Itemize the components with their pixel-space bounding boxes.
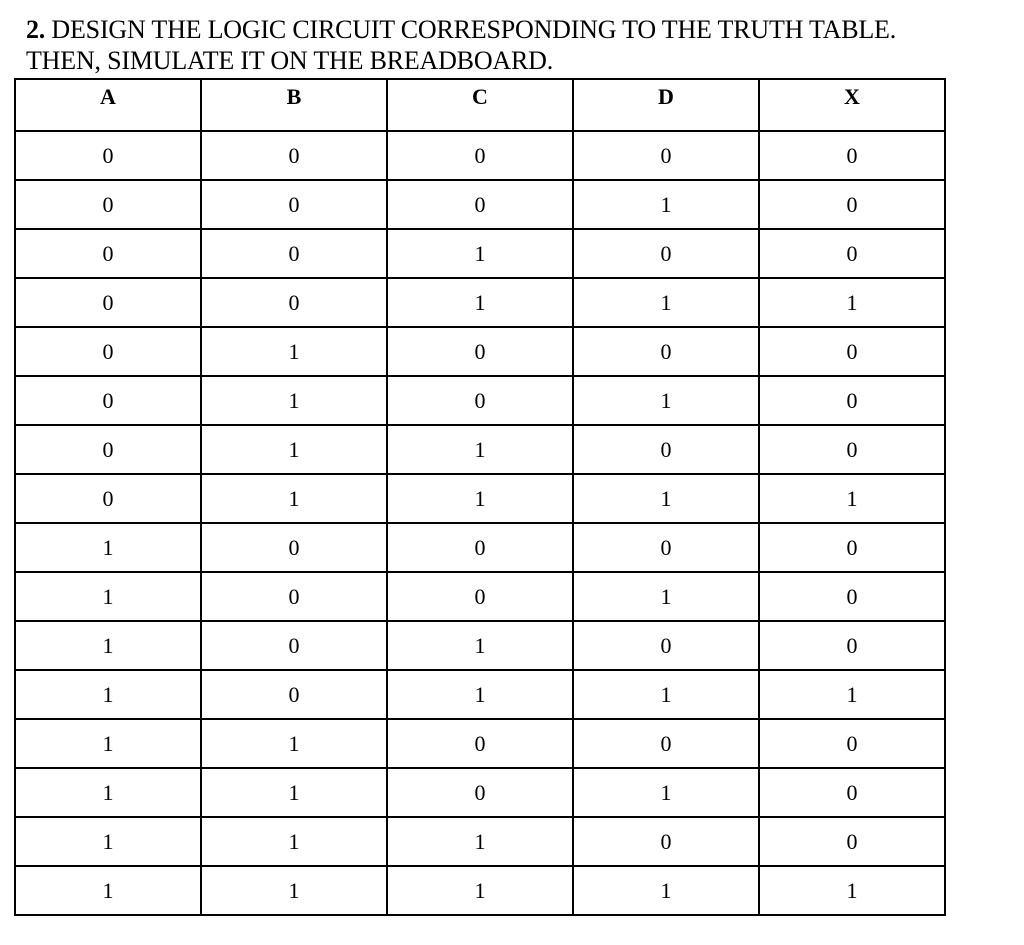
cell-a: 0 (15, 376, 201, 425)
table-row (15, 474, 945, 523)
truth-table-header-row (15, 79, 945, 131)
cell-b: 0 (201, 670, 387, 719)
cell-c: 0 (387, 131, 573, 180)
cell-c: 1 (387, 474, 573, 523)
column-header-c: C (387, 79, 573, 131)
cell-x: 1 (759, 670, 945, 719)
cell-x: 0 (759, 719, 945, 768)
cell-c: 0 (387, 523, 573, 572)
cell-a: 0 (15, 180, 201, 229)
cell-c: 0 (387, 768, 573, 817)
cell-a: 0 (15, 474, 201, 523)
cell-b: 1 (201, 866, 387, 915)
cell-a: 0 (15, 131, 201, 180)
cell-c: 0 (387, 180, 573, 229)
truth-table-body (15, 131, 945, 915)
cell-a: 1 (15, 523, 201, 572)
cell-a: 0 (15, 229, 201, 278)
cell-c: 0 (387, 572, 573, 621)
cell-x: 0 (759, 817, 945, 866)
cell-x: 0 (759, 572, 945, 621)
cell-x: 1 (759, 278, 945, 327)
cell-b: 0 (201, 523, 387, 572)
cell-b: 1 (201, 425, 387, 474)
cell-a: 1 (15, 817, 201, 866)
table-row (15, 719, 945, 768)
cell-d: 0 (573, 523, 759, 572)
cell-c: 1 (387, 621, 573, 670)
cell-x: 1 (759, 866, 945, 915)
cell-a: 0 (15, 327, 201, 376)
cell-x: 0 (759, 180, 945, 229)
cell-c: 0 (387, 376, 573, 425)
cell-a: 0 (15, 278, 201, 327)
table-row (15, 180, 945, 229)
cell-d: 0 (573, 229, 759, 278)
cell-a: 1 (15, 572, 201, 621)
table-row (15, 425, 945, 474)
column-header-a: A (15, 79, 201, 131)
cell-b: 0 (201, 131, 387, 180)
cell-a: 0 (15, 425, 201, 474)
cell-x: 0 (759, 131, 945, 180)
cell-b: 1 (201, 474, 387, 523)
cell-b: 0 (201, 278, 387, 327)
cell-d: 0 (573, 817, 759, 866)
cell-b: 1 (201, 768, 387, 817)
cell-c: 1 (387, 670, 573, 719)
cell-x: 0 (759, 327, 945, 376)
cell-d: 1 (573, 180, 759, 229)
cell-x: 0 (759, 376, 945, 425)
cell-b: 0 (201, 572, 387, 621)
table-row (15, 670, 945, 719)
cell-b: 1 (201, 376, 387, 425)
cell-c: 1 (387, 866, 573, 915)
column-header-b: B (201, 79, 387, 131)
question-number: 2. (26, 15, 46, 44)
cell-d: 1 (573, 866, 759, 915)
question-heading (26, 14, 986, 76)
table-row (15, 572, 945, 621)
cell-d: 1 (573, 376, 759, 425)
cell-b: 0 (201, 180, 387, 229)
column-header-x: X (759, 79, 945, 131)
cell-c: 1 (387, 817, 573, 866)
cell-a: 1 (15, 866, 201, 915)
table-row (15, 327, 945, 376)
cell-c: 0 (387, 719, 573, 768)
cell-d: 0 (573, 425, 759, 474)
cell-b: 0 (201, 229, 387, 278)
table-row (15, 768, 945, 817)
cell-a: 1 (15, 621, 201, 670)
cell-d: 1 (573, 572, 759, 621)
cell-b: 1 (201, 817, 387, 866)
cell-x: 0 (759, 768, 945, 817)
cell-d: 1 (573, 768, 759, 817)
table-row (15, 817, 945, 866)
table-row (15, 229, 945, 278)
cell-b: 1 (201, 327, 387, 376)
cell-x: 0 (759, 523, 945, 572)
table-row (15, 523, 945, 572)
table-row (15, 131, 945, 180)
table-row (15, 866, 945, 915)
cell-a: 1 (15, 719, 201, 768)
cell-x: 0 (759, 621, 945, 670)
cell-b: 0 (201, 621, 387, 670)
cell-d: 0 (573, 719, 759, 768)
cell-d: 0 (573, 131, 759, 180)
cell-d: 1 (573, 278, 759, 327)
cell-x: 1 (759, 474, 945, 523)
cell-d: 1 (573, 474, 759, 523)
table-row (15, 376, 945, 425)
cell-a: 1 (15, 768, 201, 817)
cell-c: 0 (387, 327, 573, 376)
cell-x: 0 (759, 229, 945, 278)
table-row (15, 278, 945, 327)
cell-c: 1 (387, 425, 573, 474)
cell-c: 1 (387, 278, 573, 327)
question-text-line-1: DESIGN THE LOGIC CIRCUIT CORRESPONDING TO THE TRUTH TABLE. (51, 15, 897, 44)
question-text-line-2: THEN, SIMULATE IT ON THE BREADBOARD. (26, 46, 553, 75)
cell-d: 1 (573, 670, 759, 719)
cell-d: 0 (573, 621, 759, 670)
cell-d: 0 (573, 327, 759, 376)
cell-c: 1 (387, 229, 573, 278)
column-header-d: D (573, 79, 759, 131)
cell-x: 0 (759, 425, 945, 474)
table-row (15, 621, 945, 670)
cell-a: 1 (15, 670, 201, 719)
truth-table (14, 78, 946, 916)
cell-b: 1 (201, 719, 387, 768)
